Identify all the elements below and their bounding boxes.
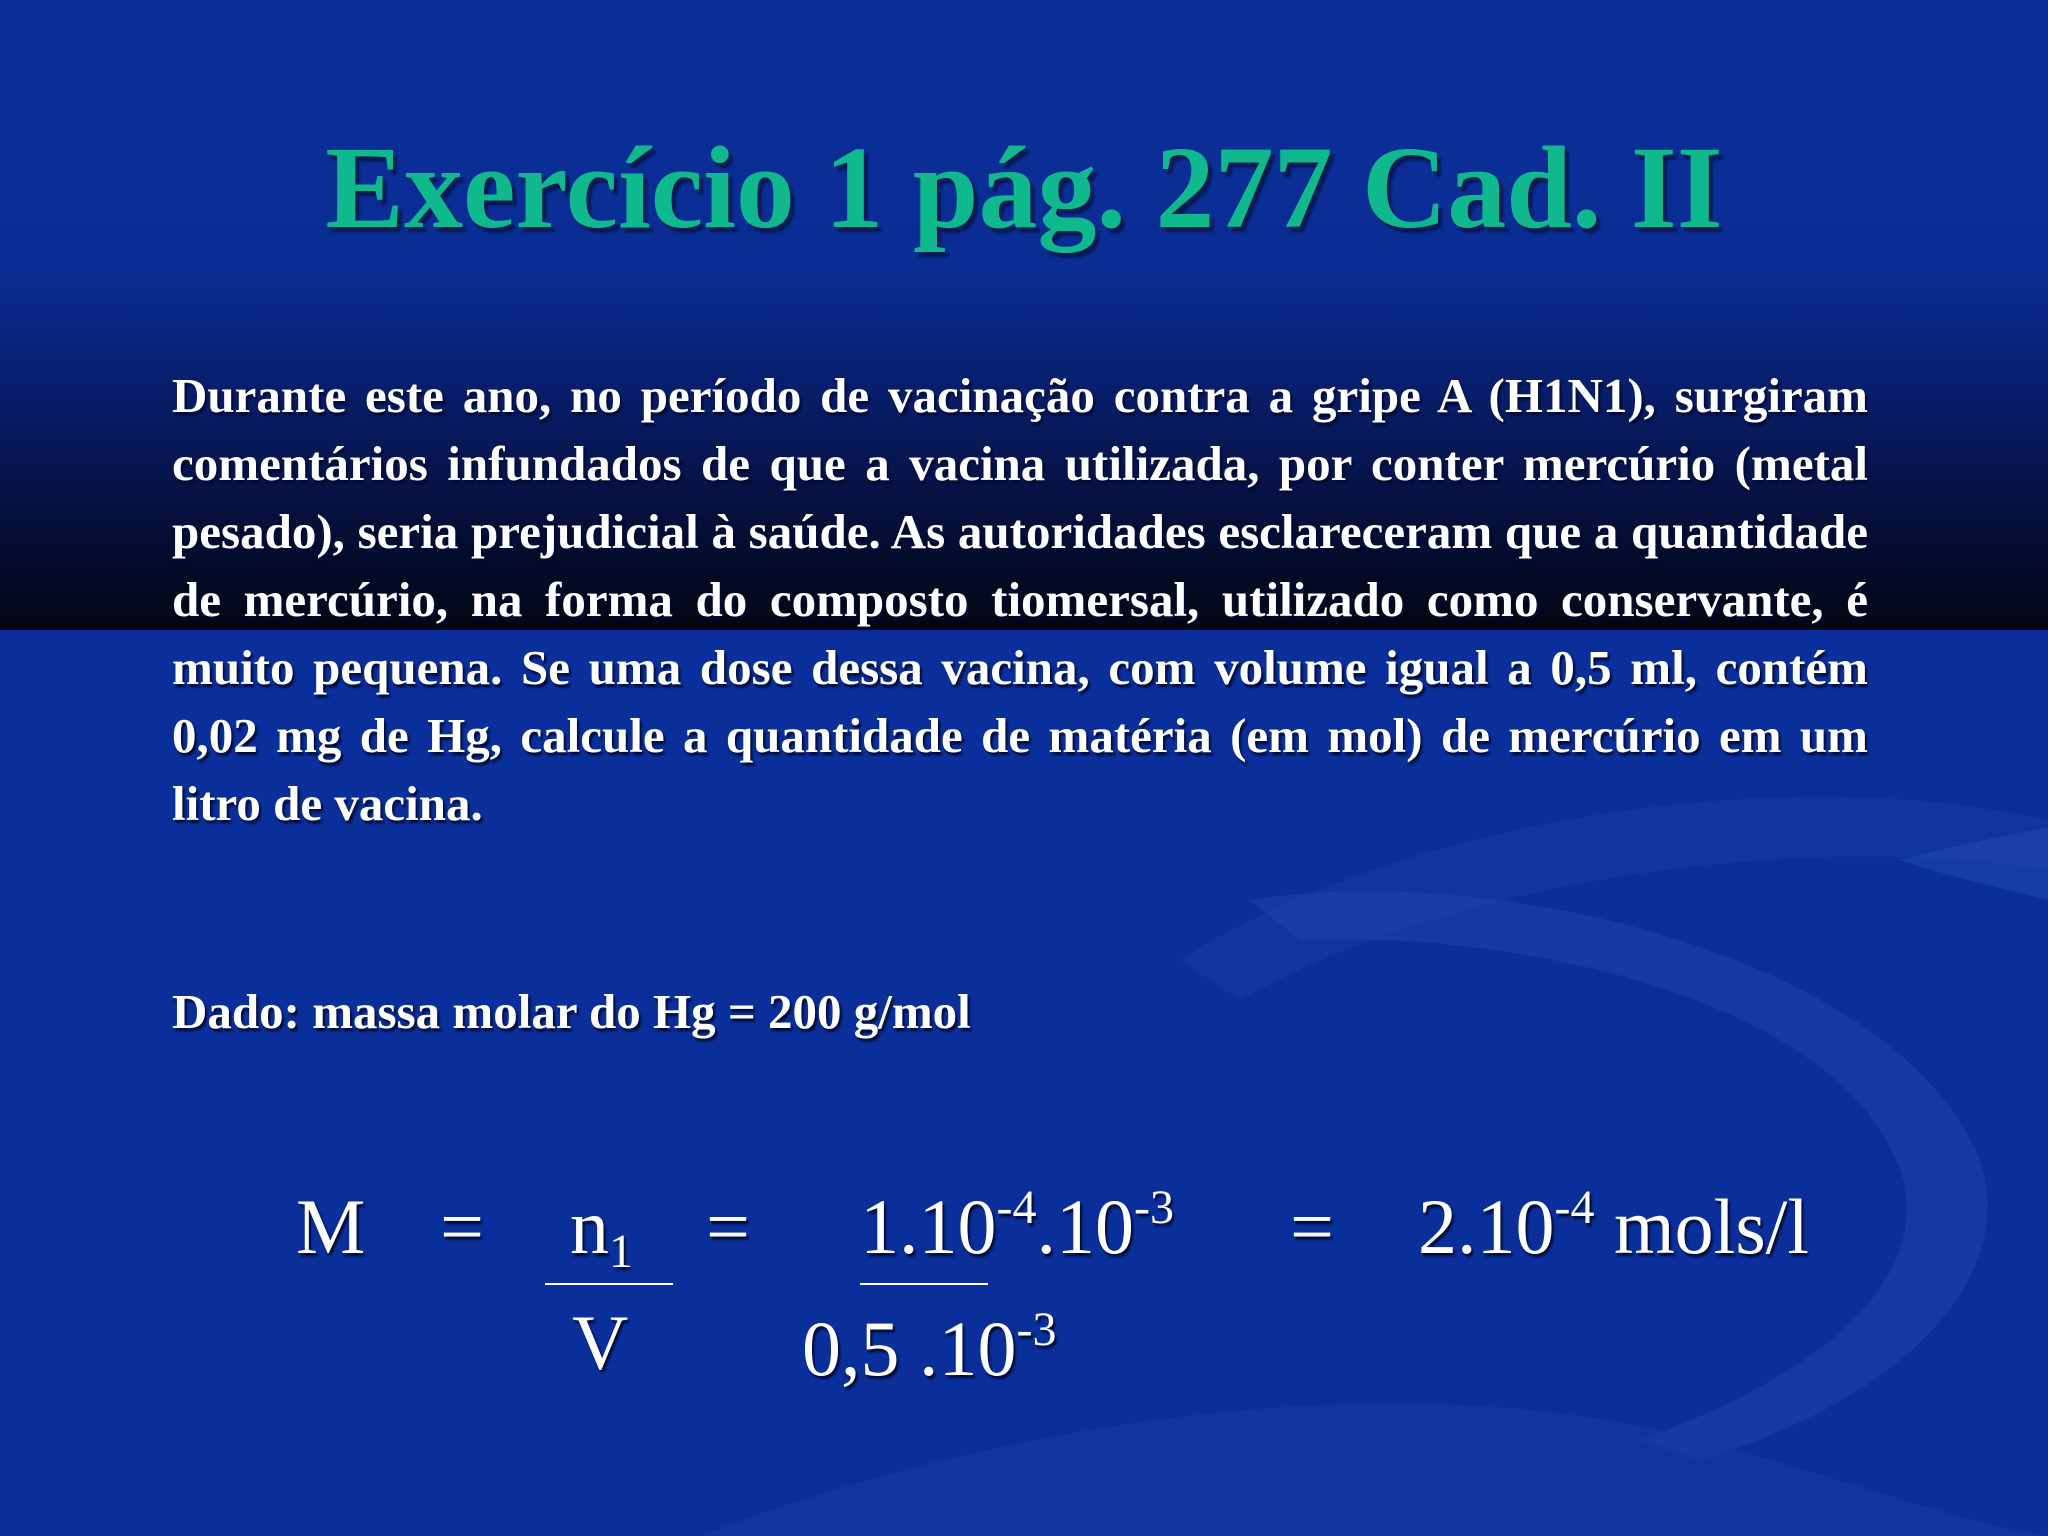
fraction-2-denominator	[802, 1303, 1057, 1392]
slide-title: Exercício 1 pág. 277 Cad. II	[325, 122, 1723, 253]
numerator-term-b: .10	[1036, 1183, 1134, 1270]
fraction-2-numerator	[860, 1181, 1174, 1270]
denominator-term: 0,5 .10	[802, 1305, 1017, 1392]
result-unit: mols/l	[1594, 1183, 1810, 1270]
result-value: 2.10	[1418, 1183, 1555, 1270]
problem-paragraph: Durante este ano, no período de vacinação contra a gripe A (H1N1), surgiram comentários infundados de que a vacina utilizada, por conter mercúrio (metal pesado), seria prejudicial à saúde. As autoridades esclareceram que a quantidade de mercúrio, na forma do composto tiomersal, utilizado como conservante, é muito pequena. Se uma dose dessa vacina, com volume igual a 0,5 ml, contém 0,02 mg de Hg, calcule a quantidade de matéria (em mol) de mercúrio em um litro de vacina.	[172, 368, 1868, 831]
numerator-exp-a: -4	[996, 1181, 1037, 1234]
equals-sign-3: =	[1290, 1183, 1334, 1270]
numerator-term-a: 1.10	[860, 1183, 997, 1270]
numerator-exp-b: -3	[1133, 1181, 1174, 1234]
fraction-1-numerator	[570, 1183, 633, 1278]
fraction-bar-2	[860, 1283, 988, 1285]
formula-result	[1418, 1181, 1810, 1270]
numerator-n: n	[570, 1183, 609, 1270]
fraction-bar-1	[545, 1283, 673, 1285]
equals-sign-2: =	[706, 1183, 750, 1270]
denominator-exp: -3	[1016, 1303, 1057, 1356]
result-exponent: -4	[1554, 1181, 1595, 1234]
formula-lhs: M	[296, 1183, 366, 1270]
equals-sign-1: =	[440, 1183, 484, 1270]
fraction-1-denominator: V	[572, 1299, 629, 1386]
given-data: Dado: massa molar do Hg = 200 g/mol	[172, 984, 971, 1039]
numerator-subscript: 1	[609, 1225, 633, 1278]
